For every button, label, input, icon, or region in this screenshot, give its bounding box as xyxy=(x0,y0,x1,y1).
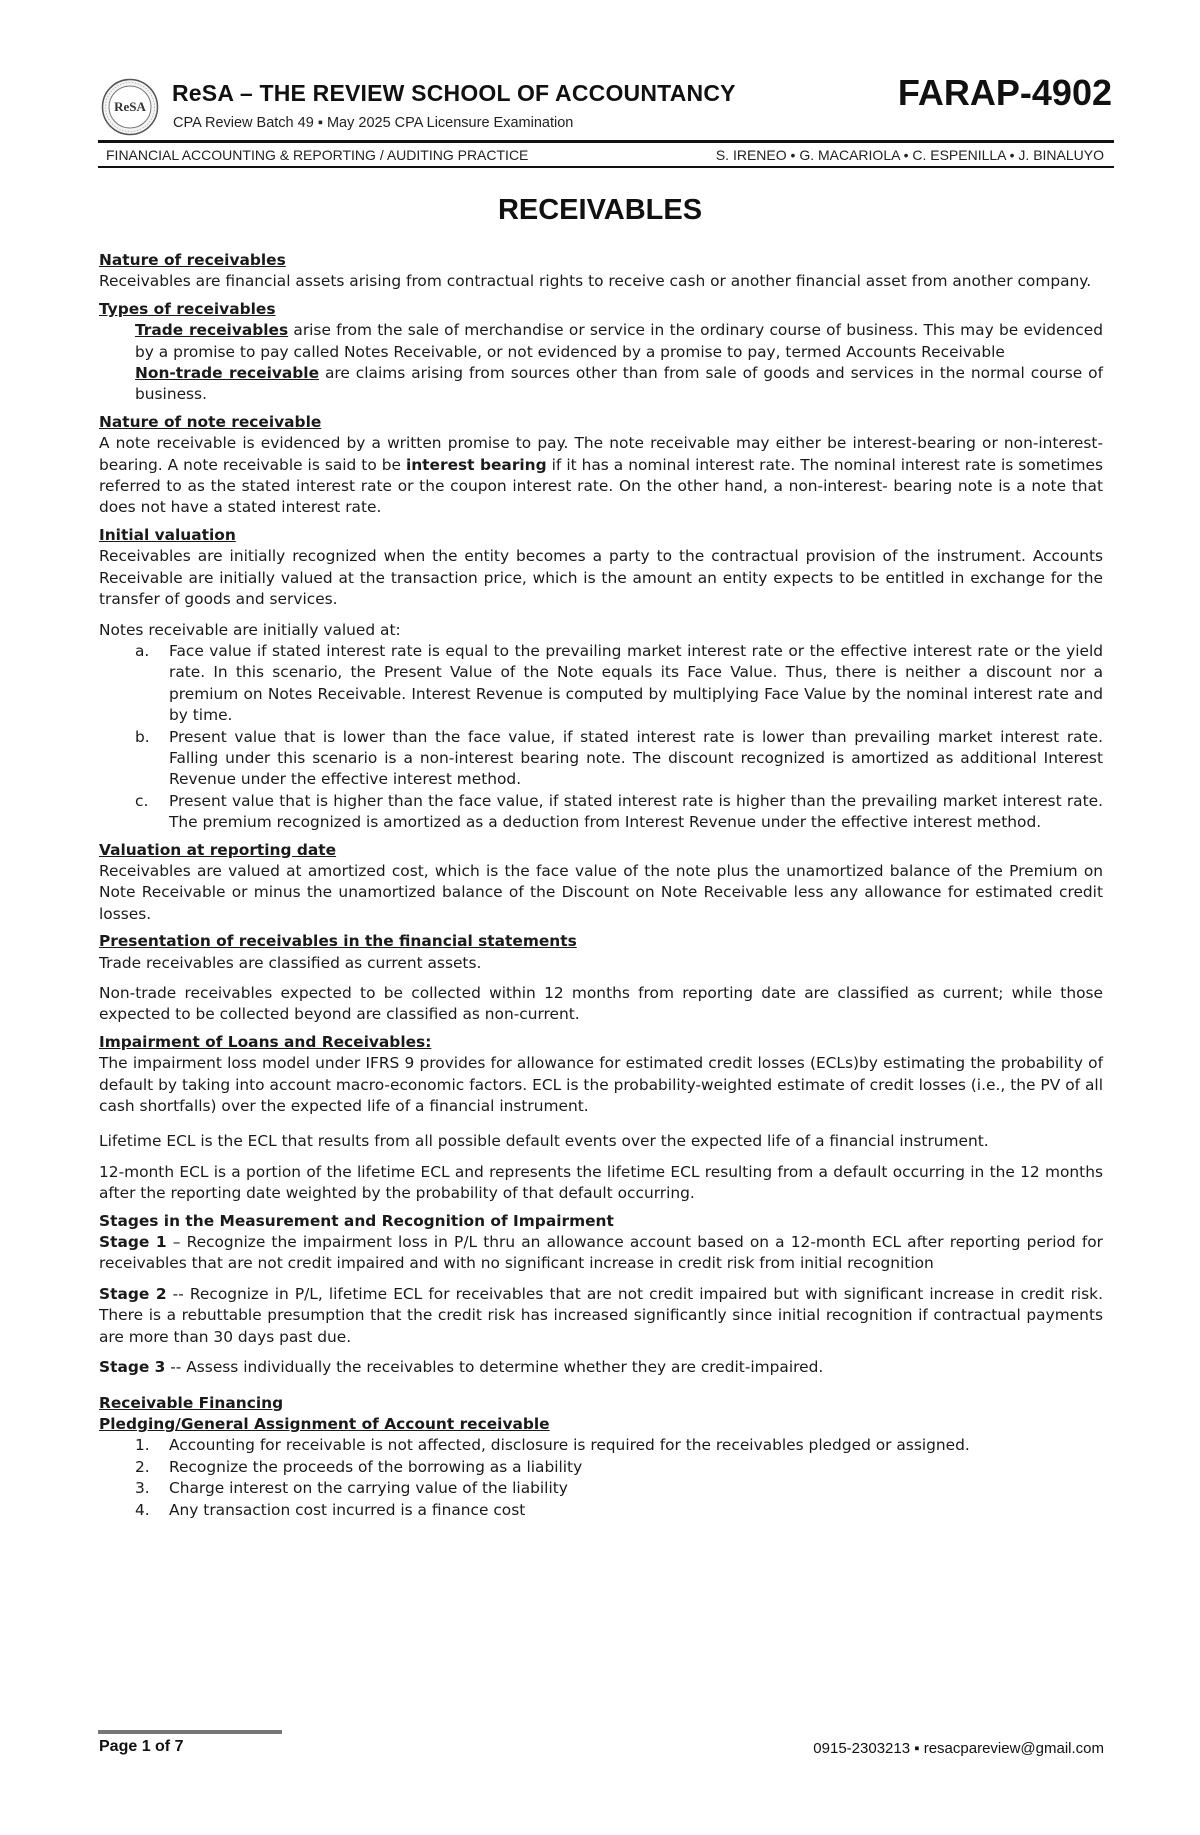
stage-3-paragraph xyxy=(99,1357,1103,1378)
heading-stages: Stages in the Measurement and Recognition of Impairment xyxy=(99,1211,614,1230)
trade-receivables-paragraph xyxy=(99,320,1103,363)
batch-info: CPA Review Batch 49 ▪ May 2025 CPA Licensure Examination xyxy=(173,115,574,131)
impairment-text-2: Lifetime ECL is the ECL that results from all possible default events over the expected life of a financial instrument. xyxy=(99,1132,989,1151)
list-marker: 1. xyxy=(135,1436,150,1455)
note-text-a: A note receivable is evidenced by a written promise to pay. The note receivable may either be interest-bearing or non-interest-bearing. A note receivable is said to be xyxy=(99,434,1103,474)
list-item-text: Charge interest on the carrying value of the liability xyxy=(169,1479,568,1498)
contact-info: 0915-2303213 ▪ resacpareview@gmail.com xyxy=(813,1740,1104,1757)
list-item-text: Face value if stated interest rate is equal to the prevailing market interest rate or the effective interest rate or the yield rate. In this scenario, the Present Value of the Note equals its Face Value. Thus, there is neither a discount nor a premium on Notes Receivable. Interest Revenue is computed by multiplying Face Value by the nominal interest rate and by time. xyxy=(169,641,1103,725)
stage-2-paragraph xyxy=(99,1284,1103,1348)
impairment-text-1: The impairment loss model under IFRS 9 provides for allowance for estimated credit losses (ECLs)by estimating the probability of default by taking into account macro-economic factors. ECL is the probability-weighted estimate of credit losses (i.e., the PV of all cash shortfalls) over the expected life of a financial instrument. xyxy=(99,1054,1103,1116)
stage-2-text: -- Recognize in P/L, lifetime ECL for receivables that are not credit impaired but with significant increase in credit risk. There is a rebuttable presumption that the credit risk has increased significantly since initial recognition if contractual payments are more than 30 days past due. xyxy=(99,1284,1103,1346)
list-item xyxy=(99,1478,1103,1499)
pledging-list xyxy=(99,1435,1103,1521)
page-title: RECEIVABLES xyxy=(497,194,703,226)
heading-reporting-date: Valuation at reporting date xyxy=(99,840,337,859)
document-code: FARAP-4902 xyxy=(897,72,1112,113)
list-marker: c. xyxy=(135,791,149,810)
notes-intro-text: Notes receivable are initially valued at: xyxy=(99,620,401,639)
footer-divider xyxy=(98,1730,282,1734)
list-marker: b. xyxy=(135,727,150,746)
list-marker: 4. xyxy=(135,1500,150,1519)
list-item-text: Recognize the proceeds of the borrowing as a liability xyxy=(169,1457,583,1476)
list-item-text: Present value that is higher than the face value, if stated interest rate is higher than the prevailing market interest rate. The premium recognized is amortized as a deduction from Interest Revenue under the effective interest method. xyxy=(169,791,1103,832)
stage-3-text: -- Assess individually the receivables to determine whether they are credit-impaired. xyxy=(165,1358,824,1377)
heading-types: Types of receivables xyxy=(99,299,276,318)
heading-receivable-financing: Receivable Financing xyxy=(99,1393,284,1412)
heading-note-receivable: Nature of note receivable xyxy=(99,412,322,431)
list-item-text: Present value that is lower than the face value, if stated interest rate is lower than prevailing market interest rate. Falling under this scenario is a non-interest bearing note. The discount recognized is amortized as additional Interest Revenue under the effective interest method. xyxy=(169,727,1103,789)
heading-pledging: Pledging/General Assignment of Account receivable xyxy=(99,1414,550,1433)
list-marker: a. xyxy=(135,641,150,660)
list-marker: 2. xyxy=(135,1457,150,1476)
list-item-text: Any transaction cost incurred is a finance cost xyxy=(169,1500,526,1519)
initial-valuation-list xyxy=(99,641,1103,834)
note-text-bold: interest bearing xyxy=(405,455,547,474)
nontrade-receivables-paragraph xyxy=(99,363,1103,406)
stage-3-label: Stage 3 xyxy=(99,1358,166,1377)
presentation-text-2: Non-trade receivables expected to be collected within 12 months from reporting date are classified as current; while those expected to be collected beyond are classified as non-current. xyxy=(99,984,1103,1024)
stage-1-label: Stage 1 xyxy=(99,1233,167,1252)
stage-1-text: – Recognize the impairment loss in P/L thru an allowance account based on a 12-month ECL after reporting period for receivables that are not credit impaired and with no significant increase in credit risk from initial recognition xyxy=(99,1233,1104,1273)
heading-initial-valuation: Initial valuation xyxy=(99,525,236,544)
heading-nature: Nature of receivables xyxy=(99,251,286,269)
nontrade-receivable-text: are claims arising from sources other than from sale of goods and services in the normal course of business. xyxy=(135,364,1103,404)
resa-logo xyxy=(101,78,159,136)
list-item xyxy=(99,641,1103,727)
list-item xyxy=(99,791,1103,834)
list-item xyxy=(99,1435,1103,1456)
trade-receivables-term: Trade receivables xyxy=(135,321,289,340)
subheader-divider xyxy=(98,166,1114,168)
trade-receivables-text: arise from the sale of merchandise or service in the ordinary course of business. This may be evidenced by a promise to pay called Notes Receivable, or not evidenced by a promise to pay, termed Accounts Receivable xyxy=(135,321,1103,361)
logo-text: ReSA xyxy=(114,99,146,114)
reporting-date-text: Receivables are valued at amortized cost, which is the face value of the note plus the unamortized balance of the Premium on Note Receivable or minus the unamortized balance of the Discount on Note Receivable less any allowance for estimated credit losses. xyxy=(99,861,1103,923)
main-content xyxy=(99,250,1103,1521)
nontrade-receivable-term: Non-trade receivable xyxy=(135,364,320,383)
stage-2-label: Stage 2 xyxy=(99,1284,167,1303)
list-item xyxy=(99,727,1103,791)
heading-presentation: Presentation of receivables in the financial statements xyxy=(99,932,577,951)
initial-valuation-text: Receivables are initially recognized when the entity becomes a party to the contractual provision of the instrument. Accounts Receivable are initially valued at the transaction price, which is the amount an entity expects to be entitled in exchange for the transfer of goods and services. xyxy=(99,547,1103,609)
school-name: ReSA – THE REVIEW SCHOOL OF ACCOUNTANCY xyxy=(172,80,736,106)
note-text-b: if it has a nominal interest rate. The nominal interest rate is sometimes referred to as the stated interest rate or the coupon interest rate. On the other hand, a non-interest- bearing note is a note that does not have a stated interest rate. xyxy=(99,455,1103,517)
list-item xyxy=(99,1500,1103,1521)
presentation-text-1: Trade receivables are classified as current assets. xyxy=(99,953,482,972)
list-item-text: Accounting for receivable is not affected, disclosure is required for the receivables pledged or assigned. xyxy=(169,1436,970,1455)
list-item xyxy=(99,1457,1103,1478)
heading-impairment: Impairment of Loans and Receivables: xyxy=(99,1032,432,1051)
header-divider xyxy=(98,140,1114,143)
impairment-text-3: 12-month ECL is a portion of the lifetime ECL and represents the lifetime ECL resulting from a default occurring in the 12 months after the reporting date weighted by the probability of that default occurring. xyxy=(99,1162,1103,1203)
stage-1-paragraph xyxy=(99,1232,1103,1275)
list-marker: 3. xyxy=(135,1479,150,1498)
subject-line: FINANCIAL ACCOUNTING & REPORTING / AUDITING PRACTICE xyxy=(106,147,529,163)
nature-text: Receivables are financial assets arising from contractual rights to receive cash or another financial asset from another company. xyxy=(99,272,1092,291)
page-number: Page 1 of 7 xyxy=(99,1738,184,1755)
authors-line: S. IRENEO • G. MACARIOLA • C. ESPENILLA • J. BINALUYO xyxy=(715,147,1104,163)
note-receivable-text xyxy=(99,433,1103,519)
